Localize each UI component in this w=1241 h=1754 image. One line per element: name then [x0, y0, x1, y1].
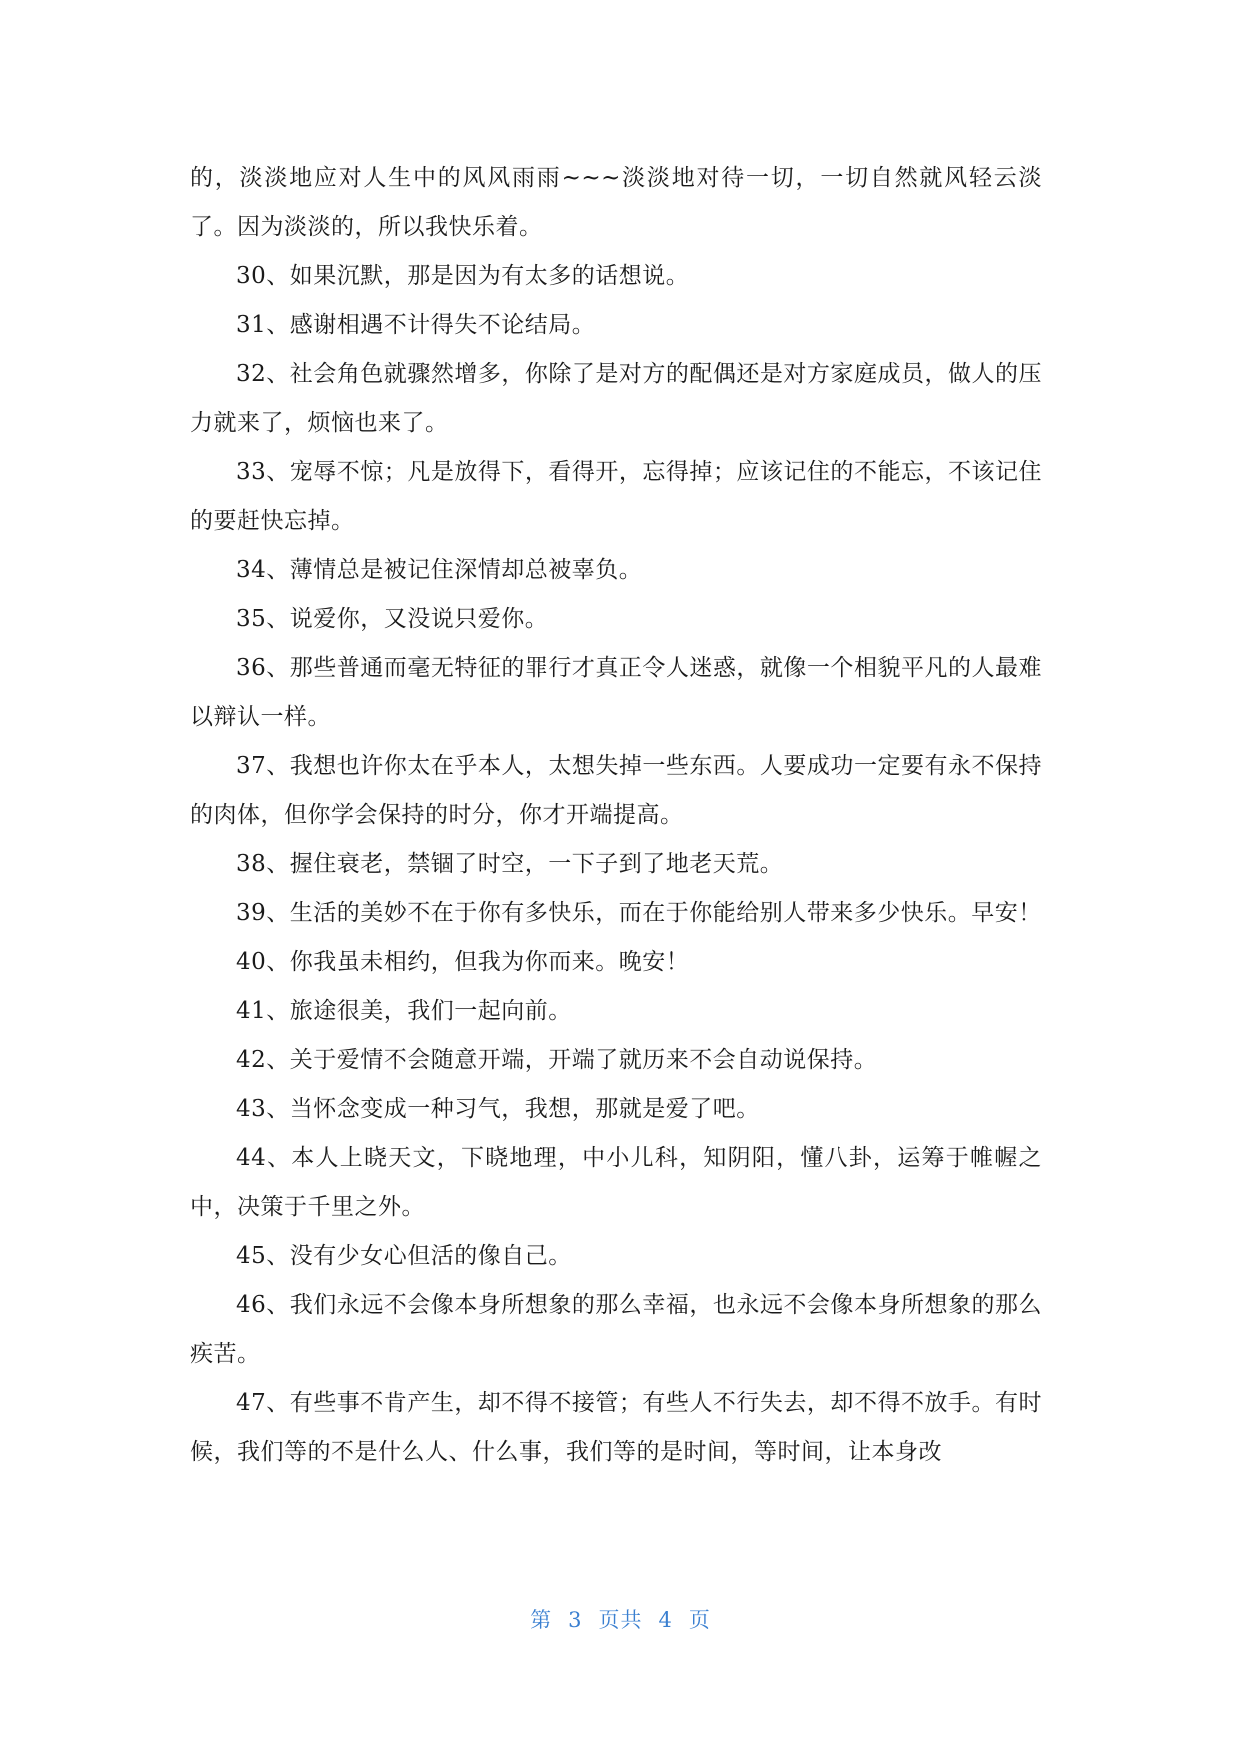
paragraph-39: 39、生活的美妙不在于你有多快乐，而在于你能给别人带来多少快乐。早安！: [236, 900, 1042, 926]
paragraph-35: 35、说爱你，又没说只爱你。: [236, 606, 549, 632]
paragraph-44: 44、本人上晓天文，下晓地理，中小儿科，知阴阳，懂八卦，运筹于帷幄之中，决策于千里之外。: [190, 1145, 1042, 1220]
paragraph-31: 31、感谢相遇不计得失不论结局。: [236, 312, 596, 338]
paragraph-33: 33、宠辱不惊；凡是放得下，看得开，忘得掉；应该记住的不能忘，不该记住的要赶快忘掉。: [190, 459, 1042, 534]
footer-middle: 页共: [598, 1608, 643, 1632]
paragraph-42: 42、关于爱情不会随意开端，开端了就历来不会自动说保持。: [236, 1047, 878, 1073]
footer-prefix: 第: [530, 1608, 553, 1632]
page-footer: [0, 1604, 1241, 1634]
footer-current-page: 3: [568, 1608, 583, 1632]
paragraph-46: 46、我们永远不会像本身所想象的那么幸福，也永远不会像本身所想象的那么疾苦。: [190, 1292, 1042, 1367]
paragraph-43: 43、当怀念变成一种习气，我想，那就是爱了吧。: [236, 1096, 760, 1122]
footer-suffix: 页: [688, 1608, 711, 1632]
paragraph-37: 37、我想也许你太在乎本人，太想失掉一些东西。人要成功一定要有永不保持的肉体，但你学会保持的时分，你才开端提高。: [190, 753, 1042, 828]
paragraph-40: 40、你我虽未相约，但我为你而来。晚安！: [236, 949, 690, 975]
paragraph-continuation: 的，淡淡地应对人生中的风风雨雨~~~淡淡地对待一切，一切自然就风轻云淡了。因为淡淡的，所以我快乐着。: [190, 165, 1042, 240]
paragraph-30: 30、如果沉默，那是因为有太多的话想说。: [236, 263, 690, 289]
footer-total-pages: 4: [658, 1608, 673, 1632]
document-body: [190, 154, 1042, 1477]
paragraph-34: 34、薄情总是被记住深情却总被辜负。: [236, 557, 643, 583]
paragraph-45: 45、没有少女心但活的像自己。: [236, 1243, 572, 1269]
paragraph-32: 32、社会角色就骤然增多，你除了是对方的配偶还是对方家庭成员，做人的压力就来了，烦恼也来了。: [190, 361, 1042, 436]
paragraph-36: 36、那些普通而毫无特征的罪行才真正令人迷惑，就像一个相貌平凡的人最难以辩认一样。: [190, 655, 1042, 730]
paragraph-38: 38、握住衰老，禁锢了时空，一下子到了地老天荒。: [236, 851, 784, 877]
paragraph-41: 41、旅途很美，我们一起向前。: [236, 998, 572, 1024]
paragraph-47: 47、有些事不肯产生，却不得不接管；有些人不行失去，却不得不放手。有时候，我们等的不是什么人、什么事，我们等的是时间，等时间，让本身改: [190, 1390, 1042, 1465]
